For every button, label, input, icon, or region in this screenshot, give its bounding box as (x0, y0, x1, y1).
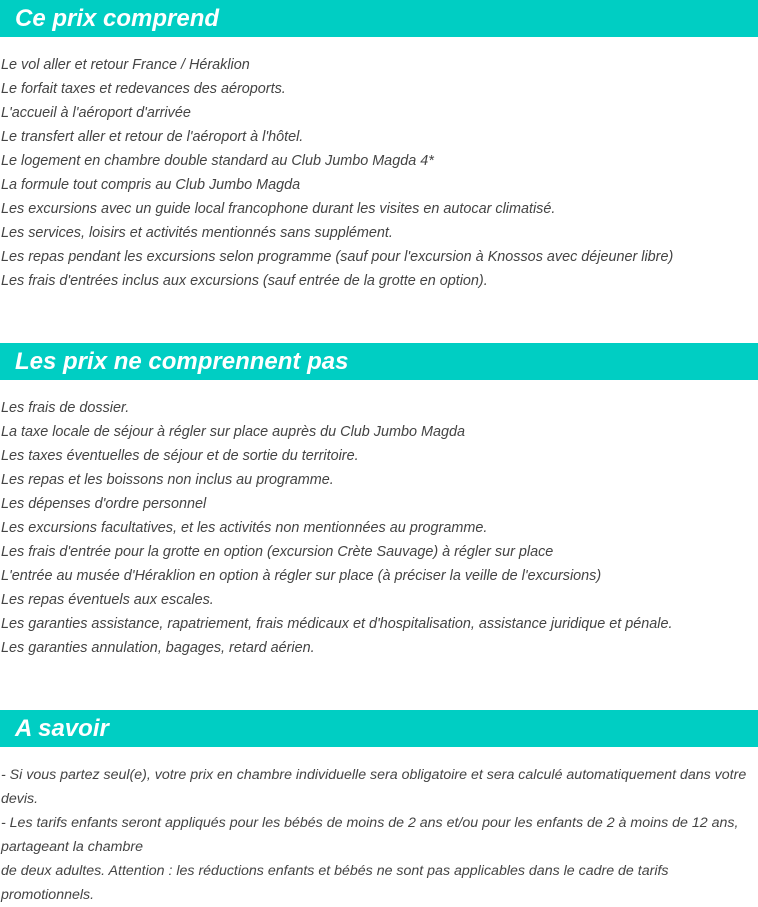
list-item: Le vol aller et retour France / Héraklion (1, 57, 250, 73)
list-item: Les frais d'entrées inclus aux excursions (sauf entrée de la grotte en option). (1, 273, 488, 289)
list-item: Les repas et les boissons non inclus au programme. (1, 472, 334, 488)
list-item: Les garanties assistance, rapatriement, frais médicaux et d'hospitalisation, assistance juridique et pénale. (1, 616, 673, 632)
info-paragraph: de deux adultes. Attention : les réductions enfants et bébés ne sont pas applicables dans le cadre de tarifs promotionnels. (1, 863, 669, 903)
section-info (0, 710, 758, 907)
list-item: Le transfert aller et retour de l'aéroport à l'hôtel. (1, 129, 304, 145)
list-item: Les services, loisirs et activités mentionnés sans supplément. (1, 225, 393, 241)
section-excluded (0, 343, 758, 660)
section-excluded-title: Les prix ne comprennent pas (0, 343, 758, 380)
info-paragraph: - Les tarifs enfants seront appliqués pour les bébés de moins de 2 ans et/ou pour les enfants de 2 à moins de 12 ans, partageant la chambre (1, 815, 739, 855)
included-list (0, 53, 758, 293)
list-item: Les repas éventuels aux escales. (1, 592, 214, 608)
section-info-title: A savoir (0, 710, 758, 747)
list-item: Les frais d'entrée pour la grotte en option (excursion Crète Sauvage) à régler sur place (1, 544, 554, 560)
section-included-title: Ce prix comprend (0, 0, 758, 37)
list-item: La taxe locale de séjour à régler sur place auprès du Club Jumbo Magda (1, 424, 465, 440)
list-item: Le logement en chambre double standard au Club Jumbo Magda 4* (1, 153, 434, 169)
list-item: Le forfait taxes et redevances des aéroports. (1, 81, 286, 97)
section-included (0, 0, 758, 293)
list-item: Les taxes éventuelles de séjour et de sortie du territoire. (1, 448, 359, 464)
info-text (0, 763, 758, 907)
list-item: Les garanties annulation, bagages, retard aérien. (1, 640, 315, 656)
info-paragraph: - Si vous partez seul(e), votre prix en chambre individuelle sera obligatoire et sera calculé automatiquement dans votre devis. (1, 767, 747, 807)
list-item: L'accueil à l'aéroport d'arrivée (1, 105, 191, 121)
list-item: La formule tout compris au Club Jumbo Magda (1, 177, 301, 193)
list-item: Les excursions avec un guide local francophone durant les visites en autocar climatisé. (1, 201, 556, 217)
list-item: L'entrée au musée d'Héraklion en option à régler sur place (à préciser la veille de l'excursions) (1, 568, 602, 584)
excluded-list (0, 396, 758, 660)
list-item: Les excursions facultatives, et les activités non mentionnées au programme. (1, 520, 488, 536)
list-item: Les repas pendant les excursions selon programme (sauf pour l'excursion à Knossos avec déjeuner libre) (1, 249, 674, 265)
list-item: Les dépenses d'ordre personnel (1, 496, 207, 512)
list-item: Les frais de dossier. (1, 400, 130, 416)
